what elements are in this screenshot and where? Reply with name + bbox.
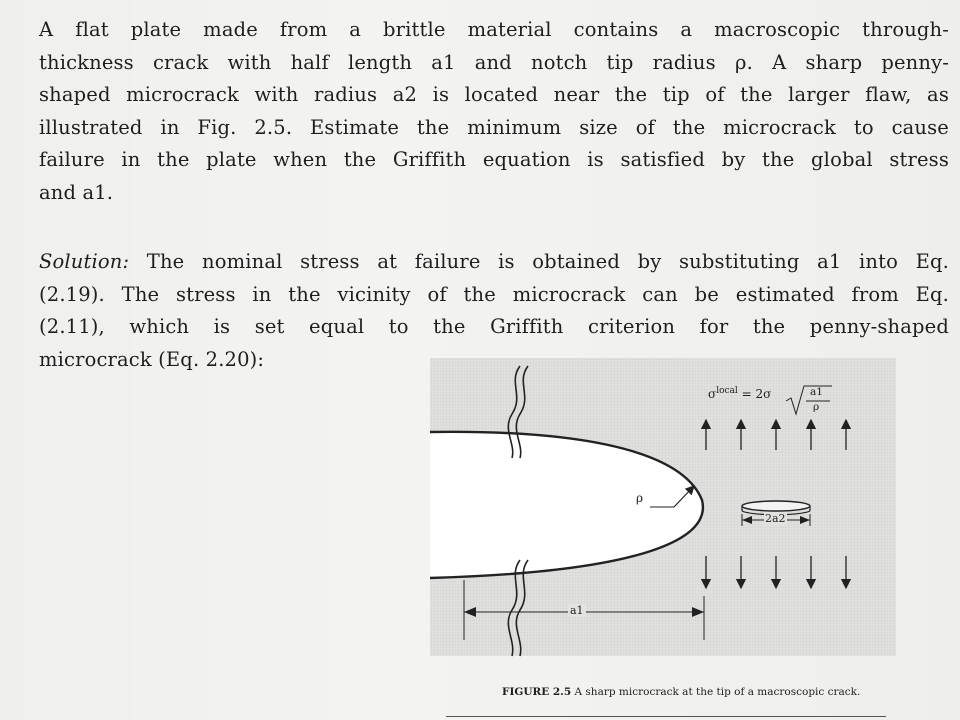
sqrt-numerator: a1	[810, 386, 823, 398]
solution-line: microcrack (Eq. 2.20):	[39, 347, 265, 371]
bottom-rule	[446, 716, 886, 717]
a2-label: 2a2	[765, 512, 786, 525]
problem-line: thickness crack with half length a1 and notch tip radius ρ. A sharp penny-	[39, 50, 949, 74]
problem-line: illustrated in Fig. 2.5. Estimate the minimum size of the microcrack to cause	[39, 115, 949, 139]
local-stress-equation	[708, 387, 771, 401]
problem-line: shaped microcrack with radius a2 is located near the tip of the larger flaw, as	[39, 83, 949, 107]
sqrt-symbol	[786, 386, 832, 414]
equation-rhs: = 2σ	[741, 387, 772, 401]
problem-line: failure in the plate when the Griffith equation is satisfied by the global stress	[39, 148, 949, 172]
rho-label: ρ	[636, 491, 644, 505]
sigma-superscript: local	[716, 386, 738, 396]
caption-number: FIGURE 2.5	[502, 686, 572, 698]
problem-line: and a1.	[39, 180, 114, 204]
solution-line: (2.19). The stress in the vicinity of the microcrack can be estimated from Eq.	[39, 282, 949, 306]
problem-line: A flat plate made from a brittle material contains a macroscopic through-	[39, 18, 949, 41]
solution-line: (2.11), which is set equal to the Griffith criterion for the penny-shaped	[39, 315, 949, 339]
caption-text: A sharp microcrack at the tip of a macroscopic crack.	[571, 686, 861, 698]
solution-first-line-text: The nominal stress at failure is obtained by substituting a1 into Eq.	[129, 250, 949, 273]
sqrt-denominator: ρ	[813, 401, 820, 413]
macro-crack-outline	[430, 432, 703, 578]
a1-label: a1	[570, 604, 584, 617]
solution-label: Solution:	[39, 250, 130, 273]
penny-microcrack	[742, 501, 810, 511]
sigma-symbol: σ	[708, 387, 717, 401]
figure-caption	[502, 686, 860, 698]
